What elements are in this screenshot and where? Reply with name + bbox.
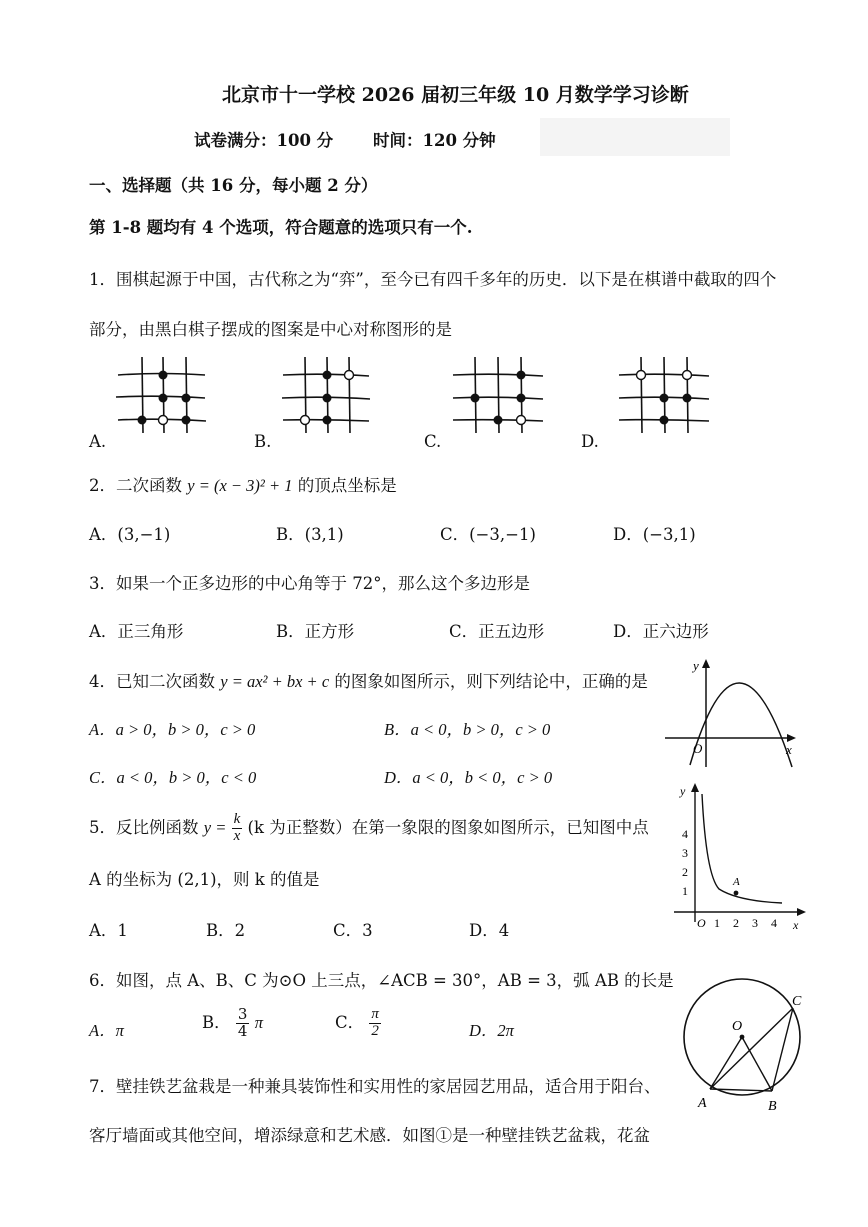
q1-label-d: D.: [581, 432, 599, 451]
q4-x-label: x: [786, 742, 792, 757]
q7-stem-line1: 7．壁挂铁艺盆栽是一种兼具装饰性和实用性的家居园艺用品，适合用于阳台、: [89, 1077, 661, 1096]
q1-label-b: B.: [254, 432, 272, 451]
q5-hyperbola-figure: [662, 777, 812, 937]
q2-option-a: A．(3,−1): [89, 525, 171, 544]
q6-option-c-den: 2: [371, 1022, 379, 1039]
q5-option-a: A．1: [89, 921, 128, 940]
q2-option-d: D．(−3,1): [613, 525, 696, 544]
q4-option-b: B．a < 0，b > 0，c > 0: [384, 720, 551, 739]
q5-point-a: [734, 891, 739, 896]
q6-stem: 6．如图，点 A、B、C 为⊙O 上三点，∠ACB = 30°，AB = 3，弧 AB 的长是: [89, 971, 674, 990]
q4-option-a: A．a > 0，b > 0，c > 0: [89, 720, 256, 739]
exam-time: 时间：120 分钟: [373, 131, 496, 150]
q1-stem-line1: 1．围棋起源于中国，古代称之为“弈”，至今已有四千多年的历史．以下是在棋谱中截取的四个: [89, 270, 777, 289]
q2-formula: y = (x − 3)² + 1: [187, 476, 293, 495]
q6-option-c-label: C．: [335, 1012, 365, 1032]
q6-option-a: A．π: [89, 1021, 124, 1040]
q2-option-c: C．(−3,−1): [440, 525, 536, 544]
q5-stem-line2: A 的坐标为 (2,1)，则 k 的值是: [89, 870, 320, 889]
go-board-b: [275, 355, 375, 435]
q5-ytick-4: 4: [682, 827, 688, 841]
q5-y-equals: y =: [203, 817, 227, 837]
q5-xtick-4: 4: [771, 916, 777, 930]
q1-label-c: C.: [424, 432, 442, 451]
q5-x-label: x: [793, 918, 799, 932]
q6-label-a: A: [698, 1096, 707, 1111]
redacted-area: [540, 118, 730, 156]
q3-option-d: D．正六边形: [613, 622, 709, 641]
q6-label-o: O: [732, 1019, 743, 1034]
q7-stem-line2: 客厅墙面或其他空间，增添绿意和艺术感．如图①是一种壁挂铁艺盆栽，花盆: [89, 1126, 650, 1145]
q5-origin-label: O: [697, 916, 706, 930]
q5-stem-suffix: (k 为正整数）在第一象限的图象如图所示，已知图中点: [247, 817, 649, 837]
q5-frac-num: k: [233, 811, 241, 827]
q3-option-b: B．正方形: [276, 622, 355, 641]
q5-xtick-3: 3: [752, 916, 758, 930]
q4-option-c: C．a < 0，b > 0，c < 0: [89, 768, 257, 787]
q5-option-d: D．4: [469, 921, 510, 940]
go-board-a: [110, 355, 210, 435]
q4-stem-suffix: 的图象如图所示，则下列结论中，正确的是: [334, 672, 648, 691]
q4-formula: y = ax² + bx + c: [220, 672, 330, 691]
full-score: 试卷满分：100 分: [194, 131, 334, 150]
q6-option-c-num: π: [371, 1006, 379, 1022]
q5-stem: [89, 812, 649, 845]
q2-stem-prefix: 2．二次函数: [89, 476, 182, 495]
q6-option-b-num: 3: [237, 1005, 248, 1023]
go-board-c: [447, 355, 547, 435]
q2-stem: [89, 472, 397, 496]
q5-ytick-2: 2: [682, 865, 688, 879]
q5-option-b: B．2: [206, 921, 246, 940]
q5-point-a-label: A: [733, 876, 740, 888]
q6-option-d: D．2π: [469, 1021, 514, 1040]
section-instruction: 第 1-8 题均有 4 个选项，符合题意的选项只有一个.: [89, 218, 473, 237]
q5-option-c: C．3: [333, 921, 373, 940]
q5-ytick-1: 1: [682, 884, 688, 898]
q6-option-b-label: B．: [202, 1012, 231, 1032]
q5-stem-prefix: 5．反比例函数: [89, 817, 199, 837]
go-board-d: [613, 355, 713, 435]
section-heading: 一、选择题（共 16 分，每小题 2 分）: [89, 176, 378, 195]
q6-option-b-pi: π: [254, 1012, 263, 1032]
q6-option-b-fraction: [236, 1007, 250, 1040]
q5-frac-den: x: [233, 827, 241, 844]
q5-xtick-1: 1: [714, 916, 720, 930]
q6-circle-figure: [680, 960, 820, 1120]
q6-label-b: B: [768, 1099, 777, 1114]
q5-fraction: [232, 812, 243, 845]
q4-y-label: y: [693, 658, 699, 673]
q3-option-c: C．正五边形: [449, 622, 545, 641]
q4-stem: [89, 668, 648, 692]
q2-option-b: B．(3,1): [276, 525, 344, 544]
q4-origin-label: O: [693, 741, 703, 756]
exam-title: 北京市十一学校 2026 届初三年级 10 月数学学习诊断: [222, 84, 689, 106]
q2-stem-suffix: 的顶点坐标是: [297, 476, 397, 495]
q3-stem: 3．如果一个正多边形的中心角等于 72°，那么这个多边形是: [89, 574, 530, 593]
q1-label-a: A.: [89, 432, 107, 451]
q6-option-c: [335, 1007, 381, 1040]
q5-y-label: y: [680, 784, 686, 798]
q4-option-d: D．a < 0，b < 0，c > 0: [384, 768, 553, 787]
q3-option-a: A．正三角形: [89, 622, 184, 641]
q6-option-b-den: 4: [237, 1021, 248, 1040]
q4-stem-prefix: 4．已知二次函数: [89, 672, 215, 691]
q6-option-b: [202, 1007, 263, 1040]
q6-label-c: C: [792, 994, 802, 1009]
q1-stem-line2: 部分，由黑白棋子摆成的图案是中心对称图形的是: [89, 320, 452, 339]
q5-ytick-3: 3: [682, 846, 688, 860]
q4-parabola-figure: [660, 655, 800, 770]
q6-option-c-fraction: [369, 1007, 381, 1040]
q5-xtick-2: 2: [733, 916, 739, 930]
